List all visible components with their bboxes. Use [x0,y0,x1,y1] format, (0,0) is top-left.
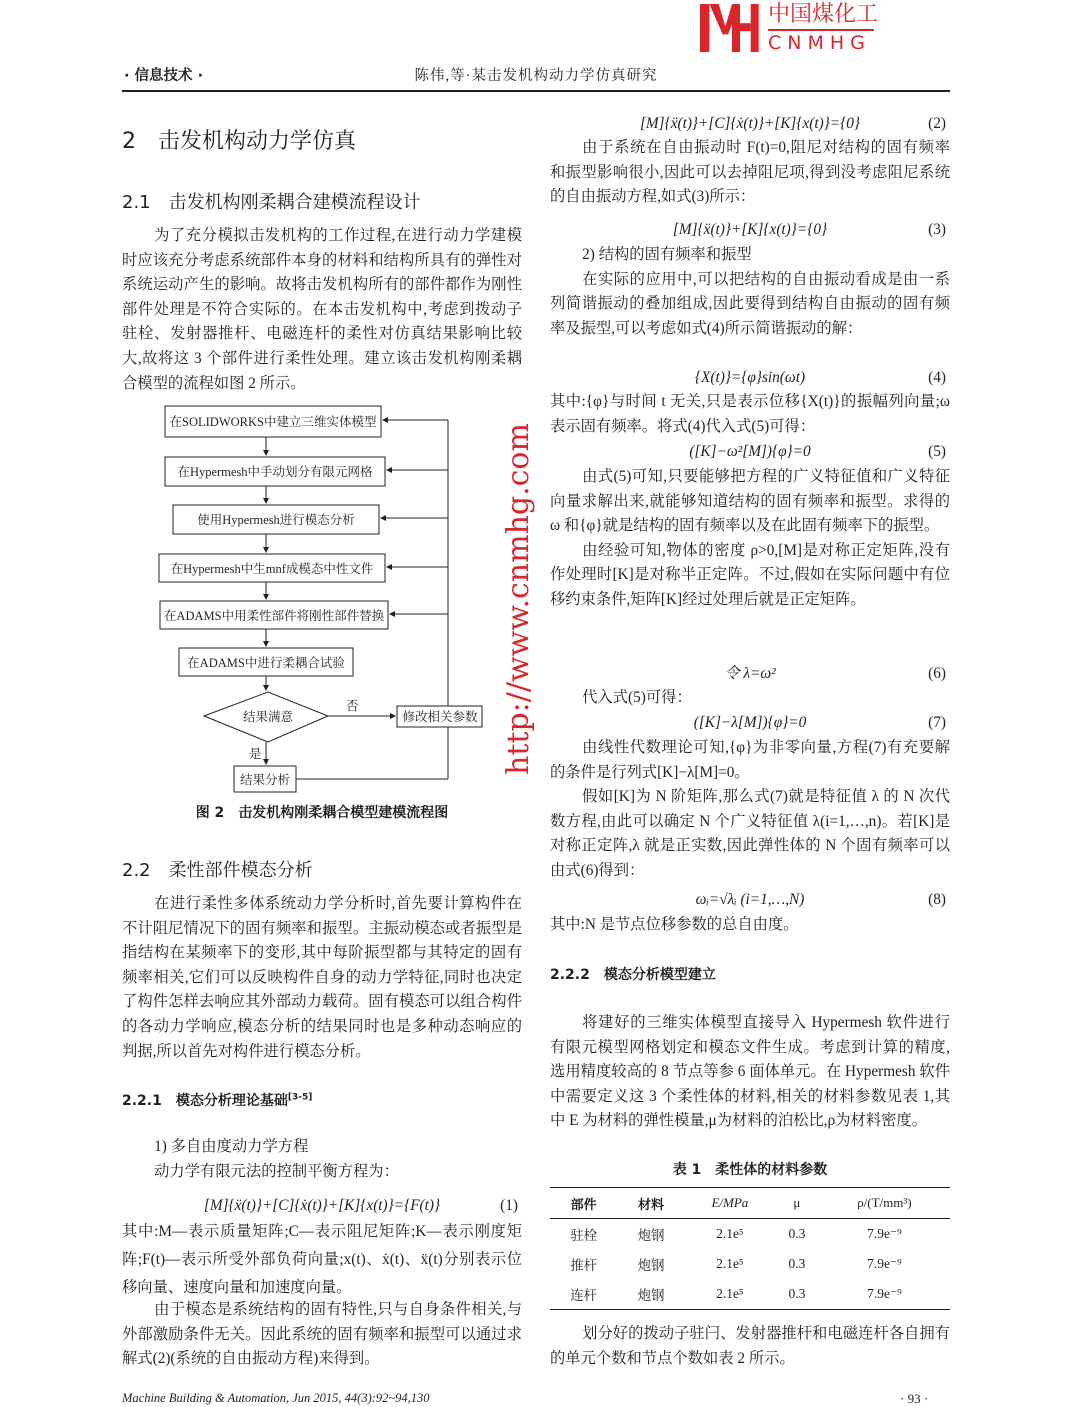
watermark-url: http://www.cnmhg.com [501,423,536,775]
equation-6: 令 λ=ω² [724,665,776,682]
flow-step-4: 在Hypermesh中生mnf成模态中性文件 [170,562,374,576]
table-header: μ [793,1195,801,1210]
citation[interactable]: [3-5] [287,1092,313,1103]
table-header: ρ/(T/mm³) [857,1195,912,1210]
flow-step-6: 在ADAMS中进行柔耦合试验 [187,656,345,670]
paragraph: 由式(5)可知,只要能够把方程的广义特征值和广义特征向量求解出来,就能够知道结构的固有频率和振型。求得的 ω 和{φ}就是结构的固有频率以及在此固有频率下的振型。 [550,468,950,535]
paragraph: 在进行柔性多体系统动力学分析时,首先要计算构件在不计阻尼情况下的固有频率和振型。主振动模态或者振型是指结构在某频率下的变形,其中每阶振型都与其特定的固有频率相关,它们可以反映构件自身的动力学特征,同时也决定了构件怎样去响应其外部动力载荷。固有模态可以组合构件的各动力学响应,模态分析的结果同时也是多种动态响应的判据,所以首先对构件进行模态分析。 [122,895,522,1060]
section-label: · 信息技术 · [124,68,204,84]
paragraph: 由线性代数理论可知,{φ}为非零向量,方程(7)有充要解的条件是行列式[K]−λ[M]=0。 [550,739,950,781]
table-header-row [550,1188,950,1219]
figure-caption: 图 2 击发机构刚柔耦合模型建模流程图 [195,805,449,821]
flow-modify-label: 修改相关参数 [402,710,478,724]
table-header: 部件 [570,1197,597,1213]
paragraph: 将建好的三维实体模型直接导入 Hypermesh 软件进行有限元模型网格划定和模态文件生成。考虑到计算的精度,选用精度较高的 8 节点等参 6 面体单元。在 Hypermesh 软件中需要定义这 3 个柔性体的材料,相关的材料参数见表 1,其中 E 为材料的弹性模量,μ为材料的泊松比,ρ为材料密度。 [550,1014,950,1130]
equation-number: (3) [928,221,946,238]
paragraph: 为了充分模拟击发机构的工作过程,在进行动力学建模时应该充分考虑系统部件本身的材料和结构所具有的弹性对系统运动产生的影响。故将击发机构所有的部件都作为刚性部件处理是不符合实际的。在本击发机构中,考虑到拨动子驻栓、发射器推杆、电磁连杆的柔性对仿真结果影响比较大,故将这 3 个部件进行柔性处理。建立该击发机构刚柔耦合模型的流程如图 2 所示。 [122,227,522,392]
paragraph: 由于系统在自由振动时 F(t)=0,阻尼对结构的固有频率和振型影响很小,因此可以去掉阻尼项,得到没考虑阻尼系统的自由振动方程,如式(3)所示： [550,139,950,206]
flow-decision-label: 结果满意 [242,710,294,724]
watermark-logo-rule [768,29,874,31]
flow-yes-label: 是 [249,747,262,761]
paragraph: 由于模态是系统结构的固有特性,只与自身条件相关,与外部激励条件无关。因此系统的固有频率和振型可以通过求解式(2)(系统的自由振动方程)来得到。 [122,1301,522,1368]
paragraph: 假如[K]为 N 阶矩阵,那么式(7)就是特征值 λ 的 N 次代数方程,由此可以确定 N 个广义特征值 λ(i=1,…,n)。若[K]是对称正定阵,λ 就是正实数,因此弹性体的 N 个固有频率可以由式(6)得到： [550,788,950,879]
equation-4: {X(t)}={φ}sin(ωt) [694,369,806,386]
paragraph: 其中:M—表示质量矩阵;C—表示阻尼矩阵;K—表示刚度矩阵;F(t)—表示所受外部负荷向量;x(t)、ẋ(t)、ẍ(t)分别表示位移向量、速度向量和加速度向量。 [122,1223,522,1296]
flow-step-1: 在SOLIDWORKS中建立三维实体模型 [169,415,377,429]
table-cell: 7.9e⁻⁹ [867,1226,902,1241]
table-cell: 推杆 [570,1258,598,1273]
equation-number: (4) [928,369,946,386]
table-cell: 2.1e⁵ [716,1286,744,1301]
table-cell: 0.3 [788,1226,806,1241]
subsection-heading: 2.2 柔性部件模态分析 [122,860,313,881]
paragraph: 代入式(5)可得： [582,689,692,706]
equation-2: [M]{ẍ(t)}+[C]{ẋ(t)}+[K]{x(t)}={0} [639,115,861,132]
equation-number: (7) [928,714,946,731]
watermark-logo-icon [700,4,760,52]
table-row [550,1279,950,1310]
equation-3: [M]{ẍ(t)}+[K]{x(t)}={0} [672,221,828,238]
subsubsection-heading: 2.2.1 模态分析理论基础 [122,1093,288,1109]
equation-7: ([K]−λ[M]){φ}=0 [693,714,807,731]
equation-5: ([K]−ω²[M]){φ}=0 [689,443,811,460]
table-cell: 炮钢 [637,1258,665,1273]
table-cell: 连杆 [570,1288,598,1303]
table-cell: 2.1e⁵ [716,1226,744,1241]
table-cell: 驻栓 [570,1228,598,1243]
paragraph: 其中:{φ}与时间 t 无关,只是表示位移{X(t)}的振幅列向量;ω 表示固有频率。将式(4)代入式(5)可得： [550,393,950,435]
watermark-logo-cn: 中国煤化工 [768,2,879,27]
paragraph: 动力学有限元法的控制平衡方程为： [154,1162,399,1180]
subsubsection-heading: 2.2.2 模态分析模型建立 [550,967,716,983]
table-caption: 表 1 柔性体的材料参数 [672,1162,828,1178]
table-cell: 炮钢 [637,1228,665,1243]
equation-number: (6) [928,665,946,682]
paragraph: 由经验可知,物体的密度 ρ>0,[M]是对称正定矩阵,没有作处理时[K]是对称半正定阵。不过,假如在实际问题中有位移约束条件,矩阵[K]经过处理后就是正定矩阵。 [550,541,950,608]
flow-step-2: 在Hypermesh中手动划分有限元网格 [177,465,373,479]
section-heading: 2 击发机构动力学仿真 [122,129,356,154]
table-row [550,1219,950,1250]
table-header: 材料 [638,1197,665,1213]
page-number: · 93 · [900,1391,929,1406]
table-header: E/MPa [711,1195,749,1210]
running-title: 陈伟,等·某击发机构动力学仿真研究 [414,68,658,84]
list-item: 2) 结构的固有频率和振型 [582,246,752,263]
flow-no-label: 否 [346,699,359,713]
watermark-logo-en: CNMHG [768,32,871,54]
table-cell: 0.3 [788,1286,806,1301]
flow-result-label: 结果分析 [239,773,291,787]
paragraph: 其中:N 是节点位移参数的总自由度。 [550,916,799,933]
equation-8: ωᵢ=√λᵢ (i=1,…,N) [695,891,805,908]
table-row [550,1249,950,1279]
table-cell: 炮钢 [637,1288,665,1303]
journal-citation: Machine Building & Automation, Jun 2015, 44(3):92~94,130 [122,1391,430,1405]
equation-number: (8) [928,891,946,908]
equation-number: (1) [500,1197,518,1214]
paragraph: 在实际的应用中,可以把结构的自由振动看成是由一系列简谐振动的叠加组成,因此要得到结构自由振动的固有频率及振型,可以考虑如式(4)所示简谐振动的解： [550,270,950,337]
material-table [550,1187,950,1310]
flowchart [150,400,490,800]
subsection-heading: 2.1 击发机构刚柔耦合建模流程设计 [122,192,421,213]
flow-step-5: 在ADAMS中用柔性部件将刚性部件替换 [163,609,385,623]
table-cell: 7.9e⁻⁹ [867,1256,902,1271]
flow-step-3: 使用Hypermesh进行模态分析 [197,513,355,527]
header-rule [122,90,950,92]
equation-number: (5) [928,443,946,460]
list-item: 1) 多自由度动力学方程 [154,1138,309,1155]
equation-1: [M]{ẍ(t)}+[C]{ẋ(t)}+[K]{x(t)}={F(t)} [203,1197,441,1214]
table-cell: 7.9e⁻⁹ [867,1286,902,1301]
table-cell: 2.1e⁵ [716,1256,744,1271]
table-cell: 0.3 [788,1256,806,1271]
paragraph: 划分好的拨动子驻闩、发射器推杆和电磁连杆各自拥有的单元个数和节点个数如表 2 所示。 [550,1325,950,1367]
equation-number: (2) [928,115,946,132]
